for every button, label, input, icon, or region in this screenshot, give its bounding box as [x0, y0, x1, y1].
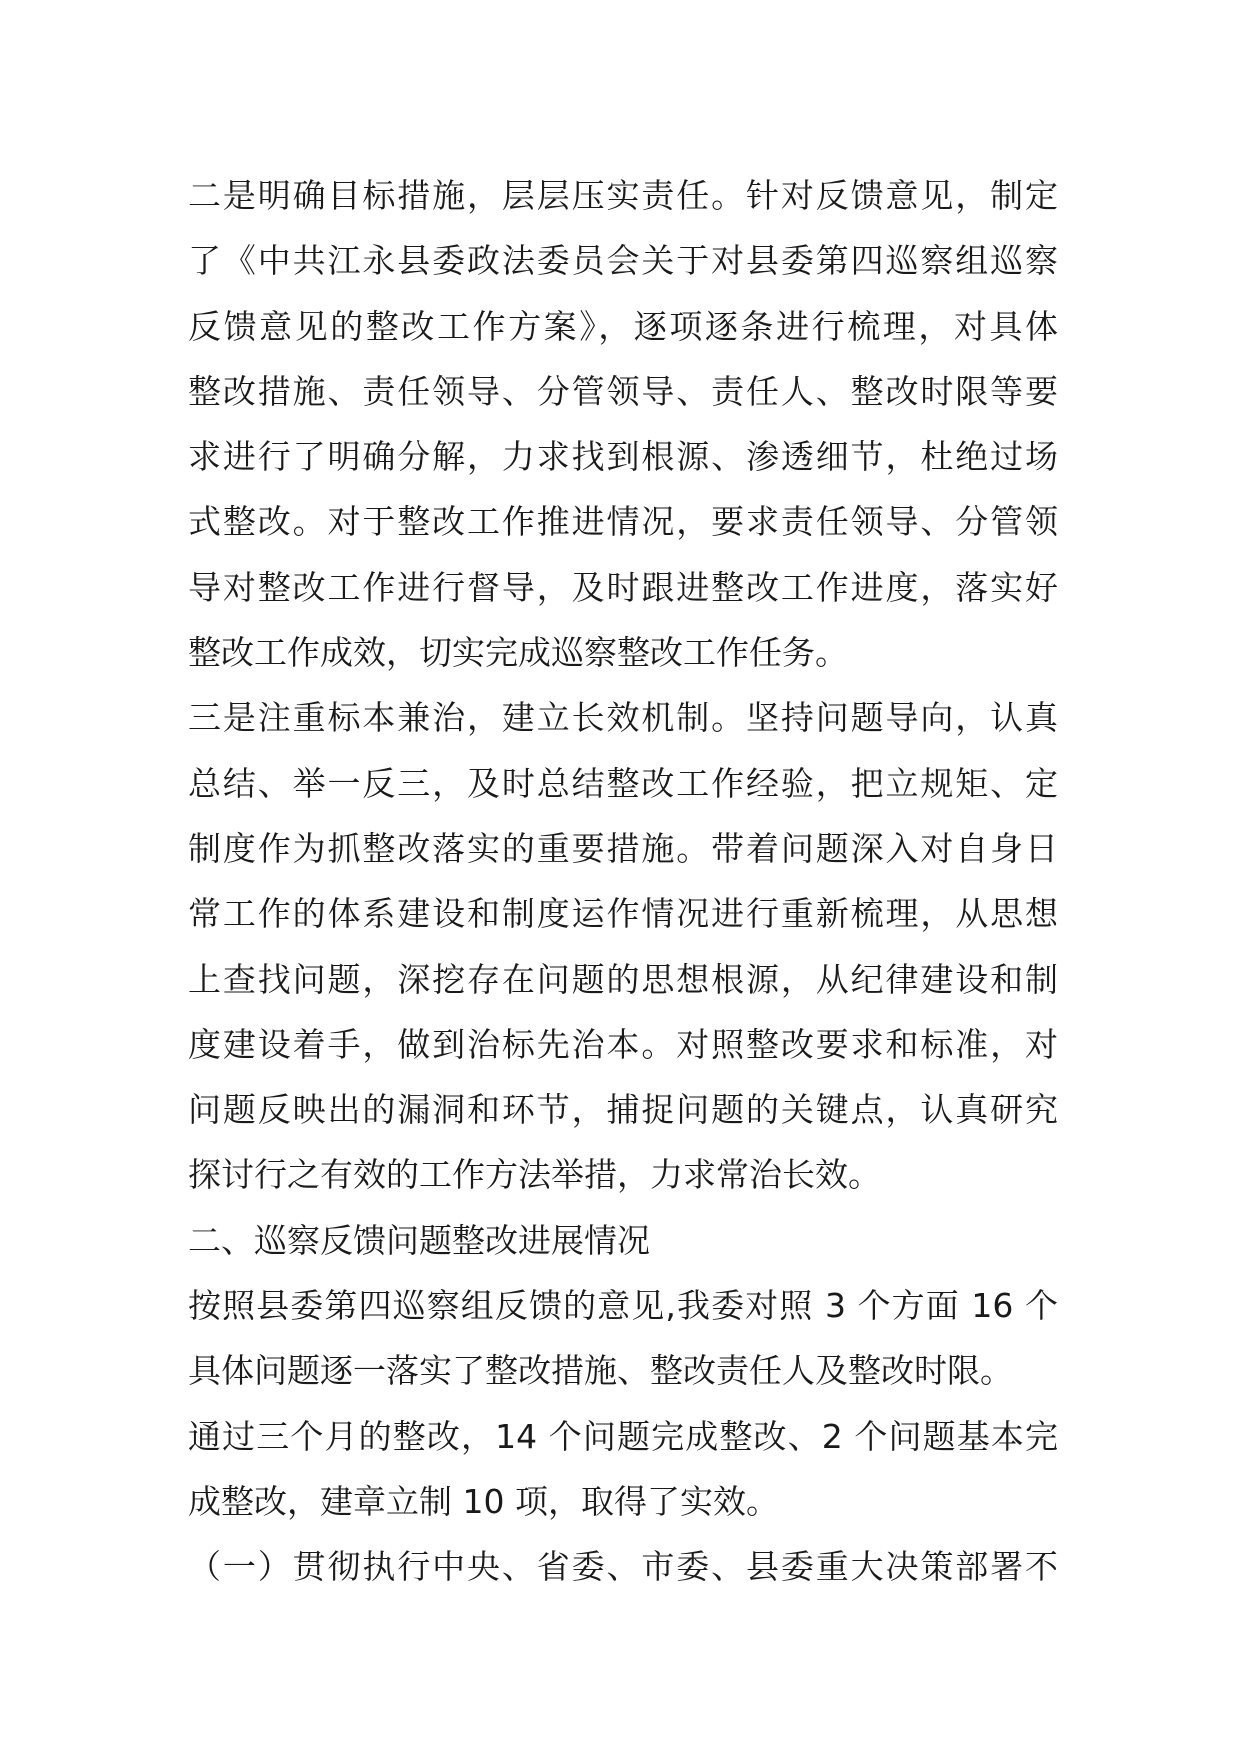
text-line: 求进行了明确分解，力求找到根源、渗透细节，杜绝过场	[188, 437, 1058, 477]
text-line: 问题反映出的漏洞和环节，捕捉问题的关键点，认真研究	[188, 1090, 1058, 1130]
text-line: 式整改。对于整改工作推进情况，要求责任领导、分管领	[188, 502, 1058, 542]
text-line: 整改措施、责任领导、分管领导、责任人、整改时限等要	[188, 371, 1058, 411]
text-line: 成整改，建章立制 10 项，取得了实效。	[188, 1481, 779, 1521]
text-line: 上查找问题，深挖存在问题的思想根源，从纪律建设和制	[188, 959, 1058, 999]
text-line: 总结、举一反三，及时总结整改工作经验，把立规矩、定	[188, 763, 1058, 803]
text-line: 按照县委第四巡察组反馈的意见,我委对照 3 个方面 16 个	[188, 1286, 1058, 1326]
subsection-heading: （一）贯彻执行中央、省委、市委、县委重大决策部署不	[188, 1547, 1058, 1587]
text-line: 三是注重标本兼治，建立长效机制。坚持问题导向，认真	[188, 698, 1058, 738]
text-line: 通过三个月的整改，14 个问题完成整改、2 个问题基本完	[188, 1416, 1058, 1456]
text-line: 度建设着手，做到治标先治本。对照整改要求和标准，对	[188, 1024, 1058, 1064]
section-heading: 二、巡察反馈问题整改进展情况	[188, 1220, 650, 1260]
text-line: 制度作为抓整改落实的重要措施。带着问题深入对自身日	[188, 828, 1058, 868]
text-line: 导对整改工作进行督导，及时跟进整改工作进度，落实好	[188, 567, 1058, 607]
text-line: 具体问题逐一落实了整改措施、整改责任人及整改时限。	[188, 1351, 1013, 1391]
text-line: 探讨行之有效的工作方法举措，力求常治长效。	[188, 1155, 881, 1195]
text-line: 了《中共江永县委政法委员会关于对县委第四巡察组巡察	[188, 241, 1058, 281]
document-body	[188, 163, 1058, 1600]
text-line: 整改工作成效，切实完成巡察整改工作任务。	[188, 633, 848, 673]
text-line: 二是明确目标措施，层层压实责任。针对反馈意见，制定	[188, 176, 1058, 215]
text-line: 常工作的体系建设和制度运作情况进行重新梳理，从思想	[188, 894, 1058, 934]
text-line: 反馈意见的整改工作方案》，逐项逐条进行梳理，对具体	[188, 306, 1058, 346]
